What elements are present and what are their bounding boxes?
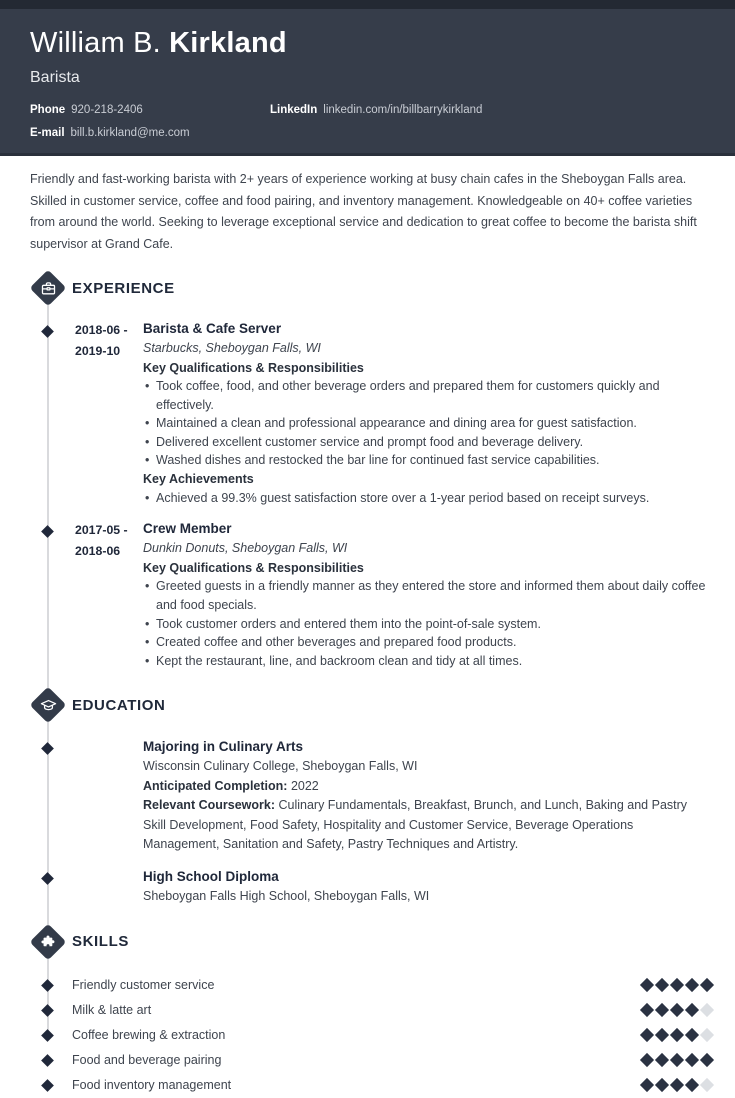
- rating-diamond-filled: [640, 978, 654, 992]
- skill-label: Food inventory management: [72, 1078, 232, 1093]
- skills-section-title: SKILLS: [72, 933, 129, 951]
- date-end: 2019-10: [75, 343, 121, 358]
- rating-diamond-filled: [640, 1003, 654, 1017]
- experience-company: Starbucks, Sheboygan Falls, WI: [143, 341, 321, 355]
- puzzle-piece-icon: [29, 923, 67, 961]
- candidate-first-names: William B.: [30, 27, 161, 59]
- achievements-heading: Key Achievements: [143, 472, 254, 487]
- contact-email: [30, 127, 270, 139]
- experience-role: Crew Member: [143, 521, 232, 537]
- rating-diamond-filled: [655, 978, 669, 992]
- qualifications-heading: Key Qualifications & Responsibilities: [143, 560, 364, 575]
- experience-dates: [75, 520, 141, 561]
- experience-entry: [0, 319, 735, 507]
- coursework-label: Relevant Coursework:: [143, 798, 275, 813]
- briefcase-icon: [29, 269, 67, 307]
- resume-body: [0, 265, 735, 1098]
- skill-rating: [642, 1005, 712, 1015]
- bullet-item: • Maintained a clean and professional appearance and dining area for guest satisfaction.: [143, 414, 709, 433]
- experience-section-header: [0, 265, 735, 311]
- qualifications-heading: Key Qualifications & Responsibilities: [143, 360, 364, 375]
- completion-label: Anticipated Completion:: [143, 778, 288, 793]
- achievements-list: [143, 489, 709, 508]
- experience-bullet-list: [143, 377, 709, 470]
- skill-row: [0, 973, 735, 998]
- rating-diamond-filled: [685, 1053, 699, 1067]
- coursework-value: Culinary Fundamentals, Breakfast, Brunch, and Lunch, Baking and Pastry Skill Development, Food Safety, Hospitality and Customer Service, Beverage Operations Management, Sanitation and Safety, Pastry Techniques and Artistry.: [143, 798, 688, 851]
- skill-row: [0, 1023, 735, 1048]
- completion-value: 2022: [290, 778, 319, 793]
- experience-role: Barista & Cafe Server: [143, 321, 282, 336]
- experience-company: Dunkin Donuts, Sheboygan Falls, WI: [143, 541, 348, 556]
- skill-label: Coffee brewing & extraction: [72, 1028, 226, 1043]
- experience-dates: [75, 320, 141, 361]
- education-school: Sheboygan Falls High School, Sheboygan Falls, WI: [143, 889, 430, 904]
- linkedin-value: linkedin.com/in/billbarrykirkland: [323, 104, 483, 116]
- rating-diamond-filled: [655, 1053, 669, 1067]
- date-start: 2017-05 -: [75, 523, 128, 538]
- education-entry: [0, 736, 735, 854]
- skill-label: Milk & latte art: [72, 1003, 152, 1018]
- rating-diamond-filled: [670, 1003, 684, 1017]
- header-top-strip: [0, 0, 735, 9]
- rating-diamond-filled: [640, 1078, 654, 1092]
- education-degree: High School Diploma: [143, 869, 279, 885]
- rating-diamond-filled: [700, 978, 714, 992]
- rating-diamond-filled: [685, 978, 699, 992]
- rating-diamond-filled: [685, 1078, 699, 1092]
- bullet-item: • Washed dishes and restocked the bar line for continued fast service capabilities.: [143, 451, 709, 470]
- contact-linkedin: [270, 104, 705, 116]
- bullet-item: • Greeted guests in a friendly manner as they entered the store and informed them about daily coffee and food specials.: [143, 577, 709, 614]
- email-label: E-mail: [30, 127, 65, 139]
- professional-summary: Friendly and fast-working barista with 2+ years of experience working at busy chain cafes in the Sheboygan Falls area. Skilled in customer service, coffee and food pairing, and inventory management. Knowledgeable on 40+ coffee varieties from around the world. Seeking to leverage exceptional service and dedication to great coffee to become the barista shift supervisor at Grand Cafe.: [30, 172, 697, 251]
- rating-diamond-filled: [655, 1078, 669, 1092]
- rating-diamond-filled: [640, 1028, 654, 1042]
- date-end: 2018-06: [75, 543, 121, 558]
- rating-diamond-filled: [685, 1003, 699, 1017]
- linkedin-label: LinkedIn: [270, 104, 318, 116]
- bullet-item: • Created coffee and other beverages and prepared food products.: [143, 633, 709, 652]
- rating-diamond-empty: [700, 1028, 714, 1042]
- education-degree: Majoring in Culinary Arts: [143, 739, 304, 755]
- skill-rating: [642, 1030, 712, 1040]
- bullet-item: • Delivered excellent customer service and prompt food and beverage delivery.: [143, 433, 709, 452]
- candidate-name: [30, 0, 705, 60]
- email-value: bill.b.kirkland@me.com: [70, 127, 190, 139]
- skill-label: Friendly customer service: [72, 978, 215, 993]
- rating-diamond-filled: [640, 1053, 654, 1067]
- rating-diamond-empty: [700, 1078, 714, 1092]
- skill-rating: [642, 980, 712, 990]
- phone-label: Phone: [30, 104, 66, 116]
- resume-header: [0, 0, 735, 156]
- candidate-last-name: Kirkland: [169, 27, 287, 59]
- rating-diamond-empty: [700, 1003, 714, 1017]
- experience-section-title: EXPERIENCE: [72, 279, 175, 297]
- skill-label: Food and beverage pairing: [72, 1053, 222, 1068]
- rating-diamond-filled: [685, 1028, 699, 1042]
- skill-row: [0, 1073, 735, 1098]
- contact-info: [30, 104, 705, 139]
- education-coursework: [143, 796, 709, 854]
- education-section-title: EDUCATION: [72, 696, 166, 714]
- experience-bullet-list: [143, 577, 709, 670]
- rating-diamond-filled: [655, 1028, 669, 1042]
- education-entry: [0, 866, 735, 906]
- rating-diamond-filled: [670, 1053, 684, 1067]
- bullet-item: • Kept the restaurant, line, and backroom clean and tidy at all times.: [143, 652, 709, 671]
- education-section-header: [0, 682, 735, 728]
- skill-row: [0, 1048, 735, 1073]
- date-start: 2018-06 -: [75, 323, 128, 337]
- contact-phone: [30, 104, 270, 116]
- education-completion: [143, 777, 709, 796]
- bullet-item: • Took customer orders and entered them into the point-of-sale system.: [143, 615, 709, 634]
- graduation-cap-icon: [29, 686, 67, 724]
- rating-diamond-filled: [655, 1003, 669, 1017]
- rating-diamond-filled: [670, 1078, 684, 1092]
- skill-rating: [642, 1080, 712, 1090]
- education-school: Wisconsin Culinary College, Sheboygan Falls, WI: [143, 759, 418, 774]
- skill-row: [0, 998, 735, 1023]
- candidate-job-title: Barista: [30, 69, 80, 86]
- phone-value: 920-218-2406: [71, 104, 143, 116]
- bullet-item: • Achieved a 99.3% guest satisfaction store over a 1-year period based on receipt surveys.: [143, 489, 709, 508]
- rating-diamond-filled: [670, 978, 684, 992]
- rating-diamond-filled: [700, 1053, 714, 1067]
- experience-entry: [0, 519, 735, 670]
- skills-section-header: [0, 919, 735, 965]
- skill-rating: [642, 1055, 712, 1065]
- bullet-item: • Took coffee, food, and other beverage orders and prepared them for customers quickly and effectively.: [143, 377, 709, 414]
- rating-diamond-filled: [670, 1028, 684, 1042]
